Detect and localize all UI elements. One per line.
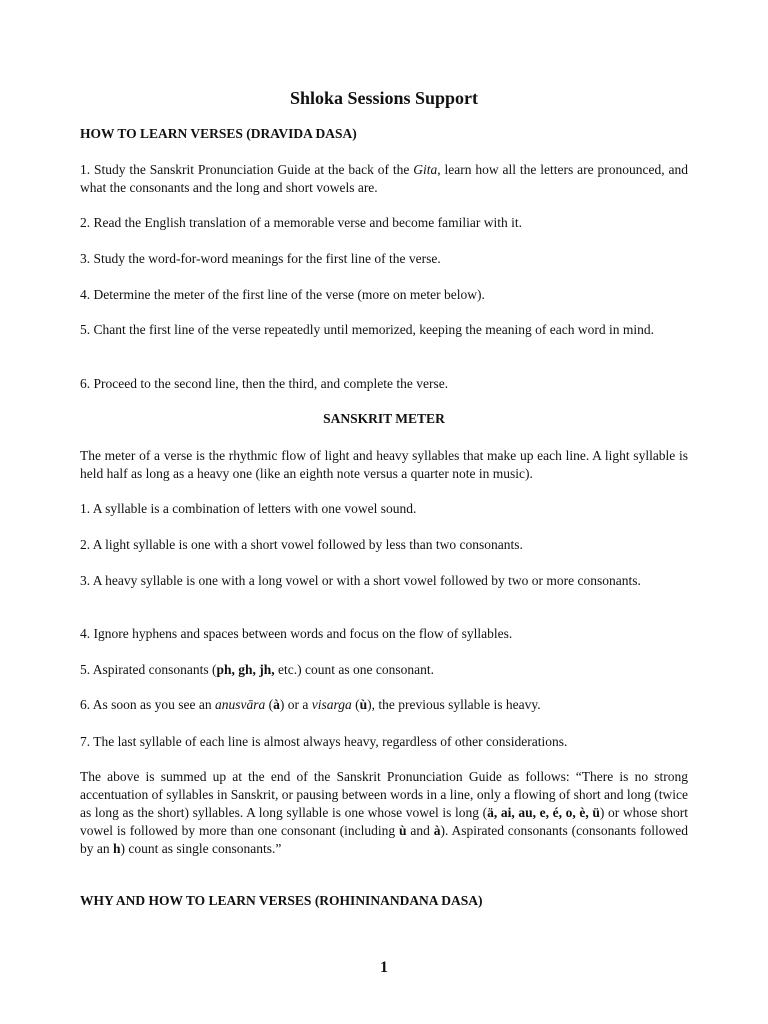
section-heading-how-to-learn: HOW TO LEARN VERSES (DRAVIDA DASA) (80, 126, 357, 141)
summary-text-c: and (406, 823, 434, 838)
step-3: 3. Study the word-for-word meanings for the first line of the verse. (80, 251, 441, 266)
summary-text-e: ) count as single consonants.” (120, 841, 282, 856)
page-number: 1 (380, 959, 388, 976)
summary-h: h (113, 841, 121, 856)
rule-6-text-c: ) or a (279, 697, 312, 712)
page-title: Shloka Sessions Support (289, 88, 479, 108)
rule-1: 1. A syllable is a combination of letters with one vowel sound. (80, 501, 417, 516)
meter-summary (80, 768, 688, 858)
rule-2: 2. A light syllable is one with a short vowel followed by less than two consonants. (80, 537, 523, 552)
rule-6-visarga: visarga (311, 697, 352, 712)
section-heading-sanskrit-meter: SANSKRIT METER (323, 411, 445, 426)
step-2: 2. Read the English translation of a memorable verse and become familiar with it. (80, 215, 522, 230)
section-heading-why-and-how: WHY AND HOW TO LEARN VERSES (ROHININANDANA DASA) (80, 893, 483, 908)
rule-6-text-e: ), the previous syllable is heavy. (367, 697, 541, 712)
rule-6-text-a: 6. As soon as you see an (80, 697, 215, 712)
step-6: 6. Proceed to the second line, then the third, and complete the verse. (80, 376, 449, 391)
step-1-text-a: 1. Study the Sanskrit Pronunciation Guide at the back of the (80, 162, 414, 177)
summary-anusvara: à (433, 823, 441, 838)
rule-3: 3. A heavy syllable is one with a long vowel or with a short vowel followed by two or more consonants. (80, 573, 641, 588)
summary-text-b: ) or whose short vowel is followed by more than one consonant (including (80, 805, 688, 838)
rule-6-anusvara-letter: à (273, 697, 280, 712)
step-1-text-b: , learn how all the letters are pronounced, and what the consonants and the long and short vowels are. (80, 162, 688, 195)
rule-5-consonants: ph, gh, jh, (216, 662, 275, 677)
rule-5 (80, 661, 688, 679)
step-4: 4. Determine the meter of the first line of the verse (more on meter below). (80, 287, 485, 302)
rule-5-text-a: 5. Aspirated consonants ( (80, 662, 217, 677)
summary-text-a: The above is summed up at the end of the Sanskrit Pronunciation Guide as follows: “There is no strong accentuation of syllables in Sanskrit, or pausing between words in a line, only a flowing of short and long (twice as long as the short) syllables. A long syllable is one whose vowel is long ( (80, 769, 688, 820)
rule-6-visarga-letter: ù (359, 697, 368, 712)
rule-4: 4. Ignore hyphens and spaces between words and focus on the flow of syllables. (80, 626, 513, 641)
rule-6 (80, 696, 688, 714)
step-1 (80, 161, 688, 197)
step-1-gita: Gita (413, 162, 438, 177)
rule-6-text-b: ( (265, 697, 274, 712)
rule-7: 7. The last syllable of each line is almost always heavy, regardless of other considerations. (80, 734, 568, 749)
rule-6-anusvara: anusvāra (215, 697, 266, 712)
summary-visarga: ù (398, 823, 407, 838)
rule-6-text-d: ( (351, 697, 360, 712)
summary-text-d: ). Aspirated consonants (consonants followed by an (80, 823, 689, 856)
step-5: 5. Chant the first line of the verse repeatedly until memorized, keeping the meaning of each word in mind. (80, 322, 654, 337)
summary-long-vowels: ä, ai, au, e, é, o, è, ü (487, 805, 600, 820)
rule-5-text-b: etc.) count as one consonant. (274, 662, 434, 677)
meter-intro: The meter of a verse is the rhythmic flow of light and heavy syllables that make up each line. A light syllable is held half as long as a heavy one (like an eighth note versus a quarter note in music). (80, 448, 688, 481)
